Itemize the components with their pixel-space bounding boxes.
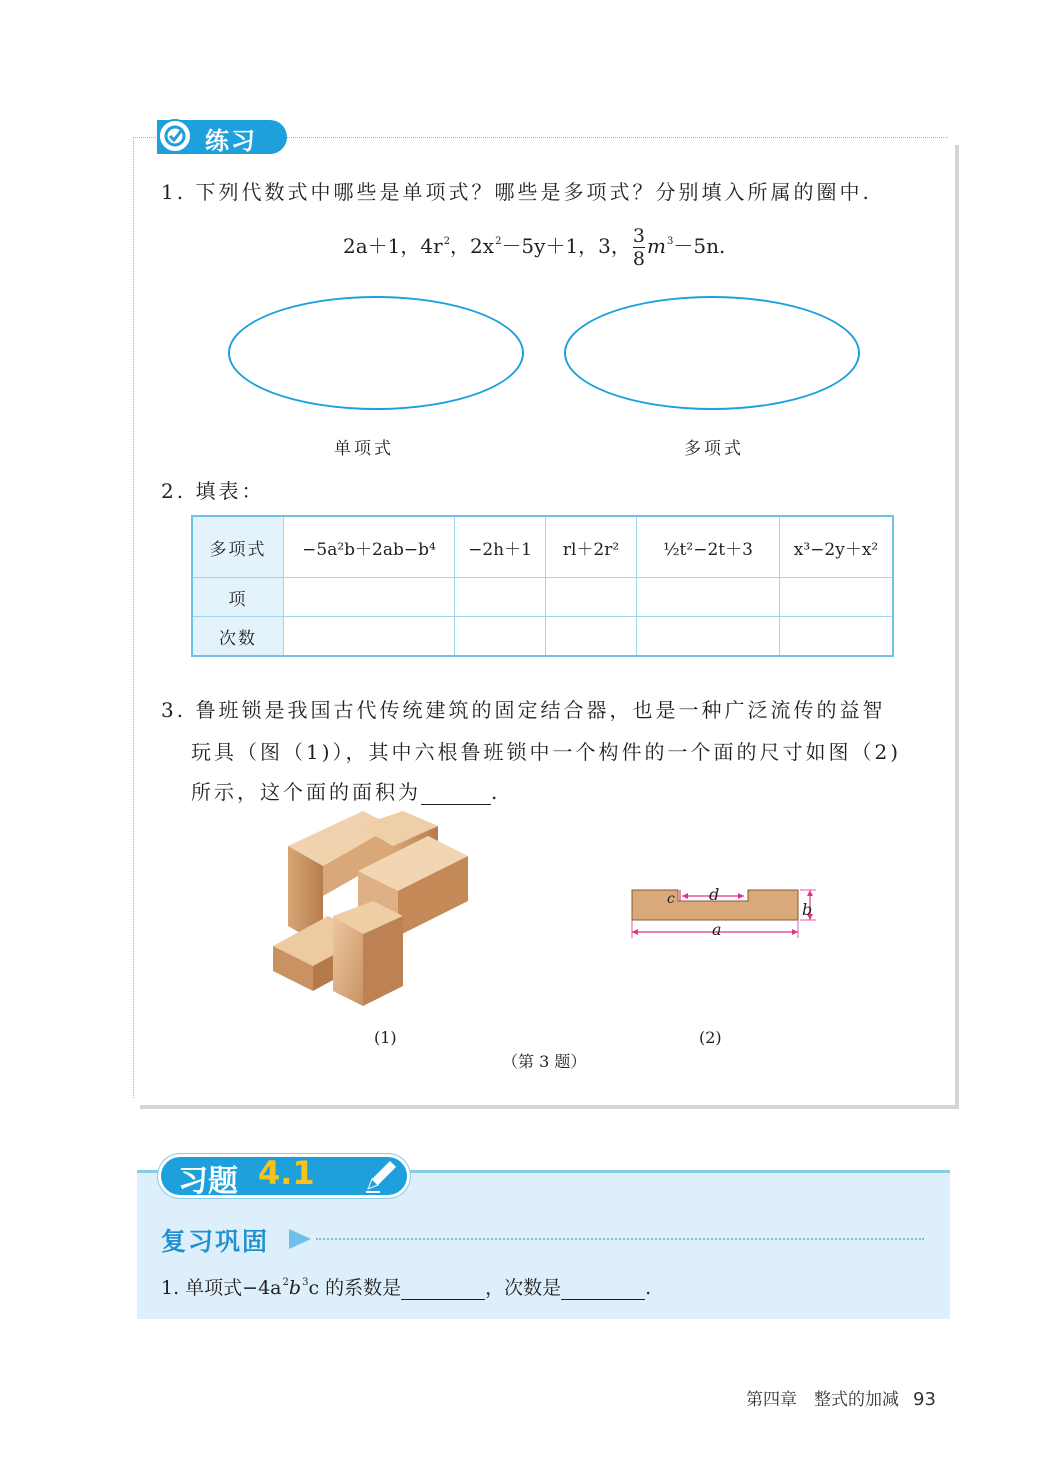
question-3-line-1: 3. 鲁班锁是我国古代传统建筑的固定结合器，也是一种广泛流传的益智	[161, 698, 886, 722]
answer-cell[interactable]	[455, 578, 546, 617]
expr-part: 2a＋1，4r	[343, 234, 443, 258]
review-heading: 复习巩固	[161, 1227, 270, 1256]
play-arrow-icon	[287, 1227, 313, 1251]
answer-cell[interactable]	[546, 578, 637, 617]
table-row	[192, 516, 893, 578]
exercise-q1-text: .	[645, 1277, 652, 1299]
row-header: 次数	[192, 617, 284, 657]
fraction-numerator: 3	[632, 225, 646, 247]
fraction-denominator: 8	[632, 248, 646, 270]
dim-label-b: b	[802, 900, 813, 919]
exercise-q1-sup: 2	[282, 1277, 289, 1288]
dim-label-d: d	[709, 885, 720, 904]
dim-label-a: a	[712, 920, 722, 939]
chapter-title: 第四章 整式的加减	[746, 1390, 899, 1410]
question-1-text: 1. 下列代数式中哪些是单项式？哪些是多项式？分别填入所属的圈中.	[161, 180, 872, 204]
figure-1-caption: (1)	[374, 1028, 397, 1047]
expr-part: －5y＋1，3，	[501, 234, 631, 258]
exercise-title: 习题	[178, 1164, 238, 1199]
table-row	[192, 617, 893, 657]
answer-cell[interactable]	[637, 578, 780, 617]
answer-cell[interactable]	[637, 617, 780, 657]
answer-cell[interactable]	[546, 617, 637, 657]
exercise-q1-text: b	[288, 1277, 302, 1299]
dimension-diagram	[620, 880, 830, 945]
expr-part: m	[647, 234, 666, 258]
expr-part: ，2x	[450, 234, 495, 258]
exercise-number: 4.1	[258, 1154, 315, 1192]
figure-2-caption: (2)	[699, 1028, 722, 1047]
practice-icon	[158, 119, 192, 153]
coefficient-blank[interactable]	[401, 1277, 485, 1300]
exercise-q1-text: 1. 单项式−4a	[161, 1277, 282, 1299]
luban-lock-image	[268, 806, 478, 1011]
practice-title: 练习	[205, 127, 257, 155]
answer-blank[interactable]	[421, 780, 491, 805]
page-footer	[746, 1385, 936, 1410]
question-3-line-3	[191, 776, 500, 805]
table-cell: −5a²b＋2ab−b⁴	[284, 516, 455, 578]
figure-caption: （第 3 题）	[502, 1052, 587, 1071]
dim-label-c: c	[667, 891, 675, 907]
expr-sup: 2	[495, 236, 502, 247]
exercise-q1-text: c 的系数是	[308, 1277, 402, 1299]
table-cell: ½t²−2t＋3	[637, 516, 780, 578]
degree-blank[interactable]	[561, 1277, 645, 1300]
answer-cell[interactable]	[455, 617, 546, 657]
exercise-q1-text: ，次数是	[485, 1277, 562, 1299]
question-1-expressions	[343, 225, 725, 270]
question-3-line-2: 玩具（图（1)），其中六根鲁班锁中一个构件的一个面的尺寸如图（2)	[191, 740, 902, 764]
row-header: 多项式	[192, 516, 284, 578]
table-row	[192, 578, 893, 617]
monomial-circle[interactable]	[228, 296, 524, 410]
answer-cell[interactable]	[780, 578, 894, 617]
review-dotted-line	[316, 1238, 924, 1240]
answer-cell[interactable]	[284, 578, 455, 617]
exercise-question-1	[161, 1273, 651, 1300]
table-cell: −2h＋1	[455, 516, 546, 578]
monomial-label: 单项式	[334, 439, 394, 459]
polynomial-table	[191, 515, 894, 657]
answer-cell[interactable]	[780, 617, 894, 657]
pencil-icon	[360, 1157, 400, 1195]
expr-sup: 3	[666, 236, 674, 247]
expr-part: －5n.	[673, 234, 726, 258]
table-cell: x³−2y＋x²	[780, 516, 894, 578]
question-3-text: 所示，这个面的面积为	[191, 780, 421, 804]
fraction	[633, 225, 645, 270]
expr-sup: 2	[443, 236, 451, 247]
row-header: 项	[192, 578, 284, 617]
polynomial-label: 多项式	[684, 439, 744, 459]
page-number: 93	[913, 1389, 936, 1410]
polynomial-circle[interactable]	[564, 296, 860, 410]
question-3-period: .	[491, 780, 501, 804]
table-cell: rl＋2r²	[546, 516, 637, 578]
exercise-q1-sup: 3	[302, 1277, 309, 1288]
question-2-text: 2. 填表：	[161, 479, 265, 503]
answer-cell[interactable]	[284, 617, 455, 657]
